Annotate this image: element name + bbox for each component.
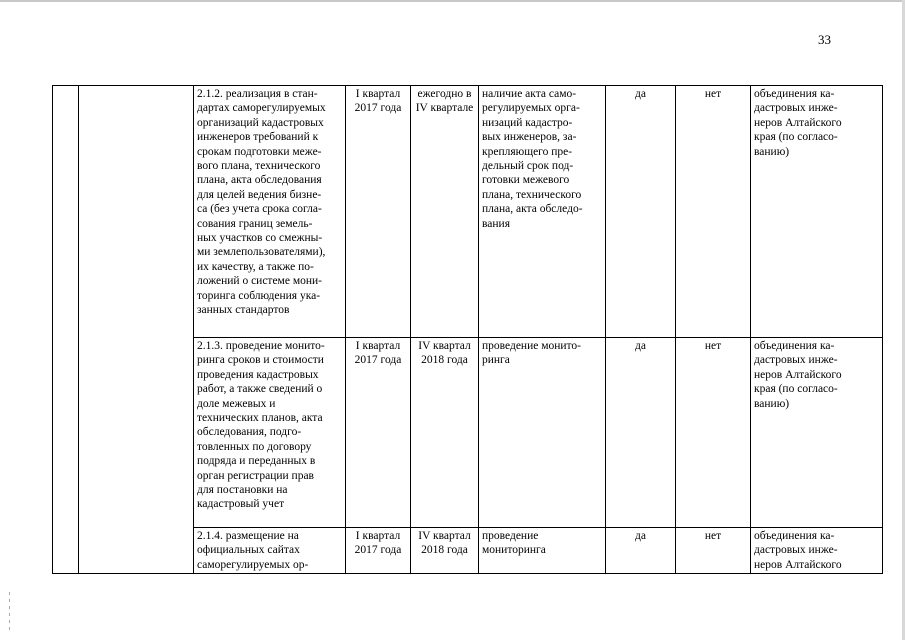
scan-top-edge-line xyxy=(0,0,905,2)
result-cell: проведение монито- ринга xyxy=(479,338,606,528)
indicator-yes-cell: да xyxy=(606,338,676,528)
end-date-cell: IV квартал 2018 года xyxy=(411,528,479,574)
result-cell: проведение мониторинга xyxy=(479,528,606,574)
page-number: 33 xyxy=(818,32,831,47)
end-date-cell: IV квартал 2018 года xyxy=(411,338,479,528)
start-date-cell: I квартал 2017 года xyxy=(346,528,411,574)
indicator-no-cell: нет xyxy=(676,528,751,574)
start-date-cell: I квартал 2017 года xyxy=(346,338,411,528)
measure-cell: 2.1.2. реализация в стан- дартах саморегулируемых организаций кадастровых инженеров требований к срокам подготовки меже- вого плана, технического плана, акта обследования для целей ведения бизне- са (без учета срока согла- сования границ земель- ных участков со смежны- ми землепользователями), их качеству, а также по- ложений о системе мони- торинга соблюдения ука- занных стандартов xyxy=(194,86,346,338)
indicator-yes-cell: да xyxy=(606,528,676,574)
indicator-no-cell: нет xyxy=(676,86,751,338)
responsible-cell: объединения ка- дастровых инже- неров Алтайского края (по согласо- ванию) xyxy=(751,86,883,338)
measure-cell: 2.1.3. проведение монито- ринга сроков и стоимости проведения кадастровых работ, а также сведений о доле межевых и технических планов, акта обследования, подго- товленных по договору подряда и переданных в орган регистрации прав для постановки на кадастровый учет xyxy=(194,338,346,528)
indicator-yes-cell: да xyxy=(606,86,676,338)
table-row xyxy=(53,86,883,338)
roadmap-table xyxy=(52,85,883,574)
responsible-cell: объединения ка- дастровых инже- неров Алтайского xyxy=(751,528,883,574)
scan-left-marks xyxy=(9,592,10,632)
result-cell: наличие акта само- регулируемых орга- низаций кадастро- вых инженеров, за- крепляющего пре- дельный срок под- готовки межевого плана, технического плана, акта обследо- вания xyxy=(479,86,606,338)
end-date-cell: ежегодно в IV квартале xyxy=(411,86,479,338)
start-date-cell: I квартал 2017 года xyxy=(346,86,411,338)
indicator-no-cell: нет xyxy=(676,338,751,528)
responsible-cell: объединения ка- дастровых инже- неров Алтайского края (по согласо- ванию) xyxy=(751,338,883,528)
empty-cell-number xyxy=(53,86,79,574)
measure-cell: 2.1.4. размещение на официальных сайтах саморегулируемых ор- xyxy=(194,528,346,574)
empty-cell-parent-measure xyxy=(79,86,194,574)
